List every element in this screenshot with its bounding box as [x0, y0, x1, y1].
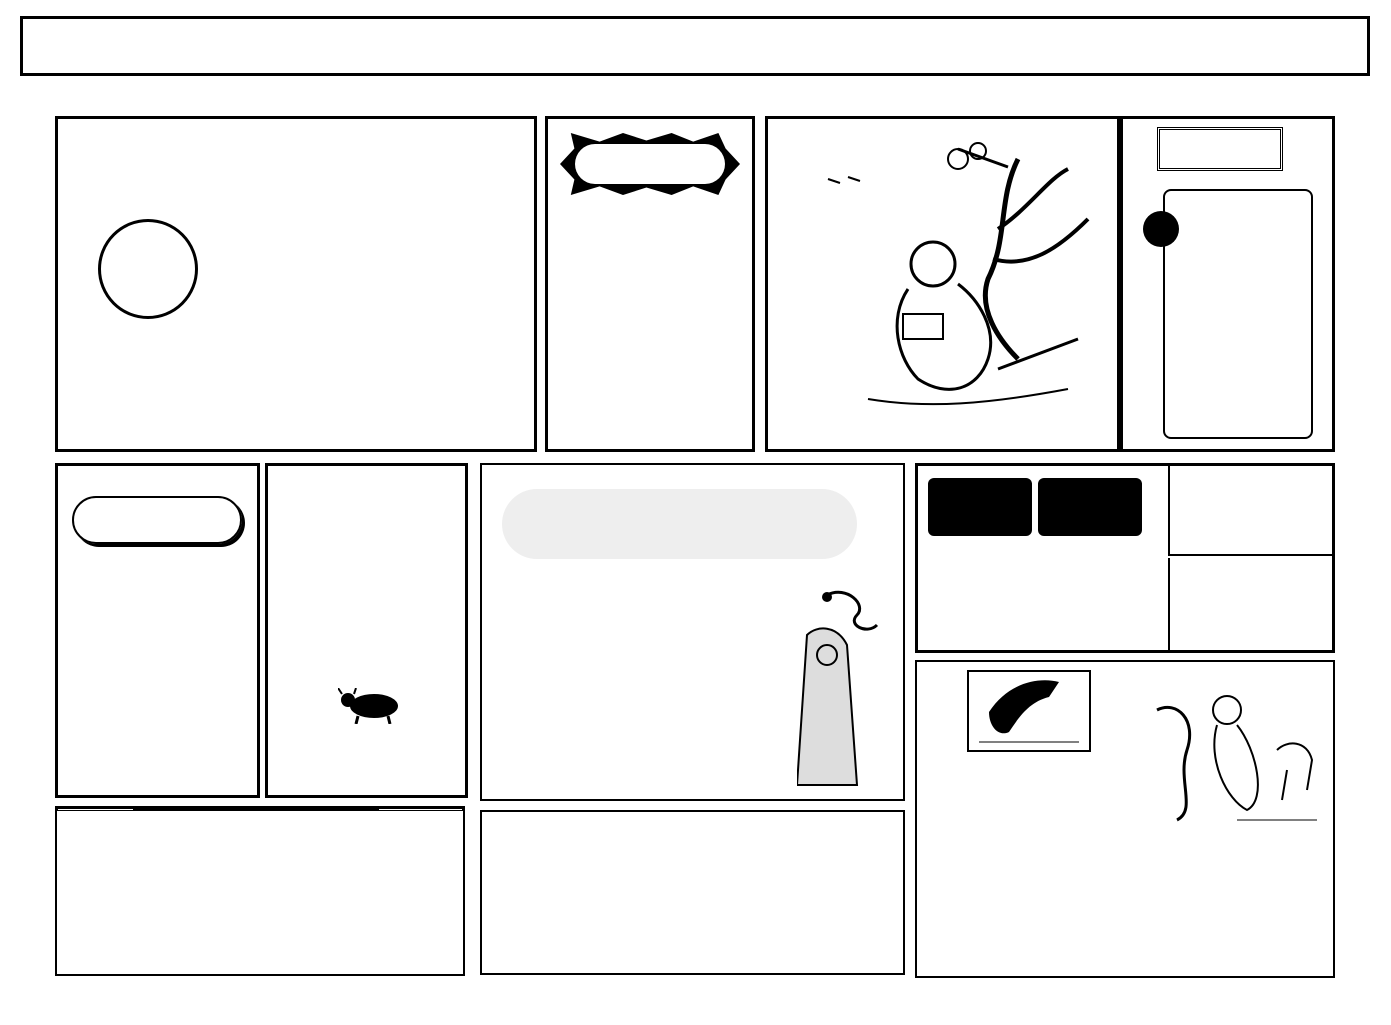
subhead — [309, 810, 344, 811]
masthead-panel — [55, 116, 537, 452]
benqi-grid — [78, 571, 248, 619]
scroll-image — [1163, 189, 1313, 439]
markssix-strip-right — [1338, 110, 1366, 990]
gongling-panel — [545, 116, 755, 452]
stats-panel — [915, 463, 1335, 653]
gongling-burst — [560, 133, 740, 195]
tag-special — [1038, 478, 1142, 536]
poem-title — [284, 484, 454, 526]
period-header — [58, 809, 134, 811]
gongling-grid — [568, 219, 738, 299]
lingma-title — [502, 489, 857, 559]
stats-grid-top — [1168, 466, 1333, 556]
poem-panel — [265, 463, 468, 798]
benqi-panel — [55, 463, 260, 798]
subhead — [344, 810, 379, 811]
ox-zodiac-icon — [338, 688, 408, 724]
jiehua-panel — [915, 660, 1335, 978]
dragon-sage-illustration — [797, 585, 897, 795]
subhead — [204, 810, 239, 811]
seal-stamp — [98, 219, 198, 319]
color-header — [379, 809, 463, 811]
xunma-panel — [1120, 116, 1335, 452]
gongling-title — [575, 144, 725, 184]
subhead — [134, 810, 169, 811]
xunma-title — [1157, 127, 1283, 171]
benqi-title — [72, 496, 242, 544]
ink-brush-icon — [969, 672, 1089, 750]
header-bar — [20, 16, 1370, 76]
lingma-panel — [480, 463, 905, 801]
sage-illustration-panel — [765, 116, 1120, 452]
ovals-panel — [480, 810, 905, 975]
markssix-strip-top — [20, 84, 1370, 108]
scroll-cap-icon — [1143, 211, 1179, 247]
sage-deer-illustration — [1137, 670, 1327, 830]
sage-reading-illustration — [768, 119, 1117, 449]
results-table — [57, 808, 463, 811]
subhead — [169, 810, 204, 811]
jiehua-image — [967, 670, 1091, 752]
subhead — [274, 810, 309, 811]
markssix-strip-left — [22, 110, 50, 990]
subhead — [239, 810, 274, 811]
results-panel — [55, 806, 465, 976]
tag-total — [928, 478, 1032, 536]
stats-grid-bottom — [1168, 558, 1333, 650]
